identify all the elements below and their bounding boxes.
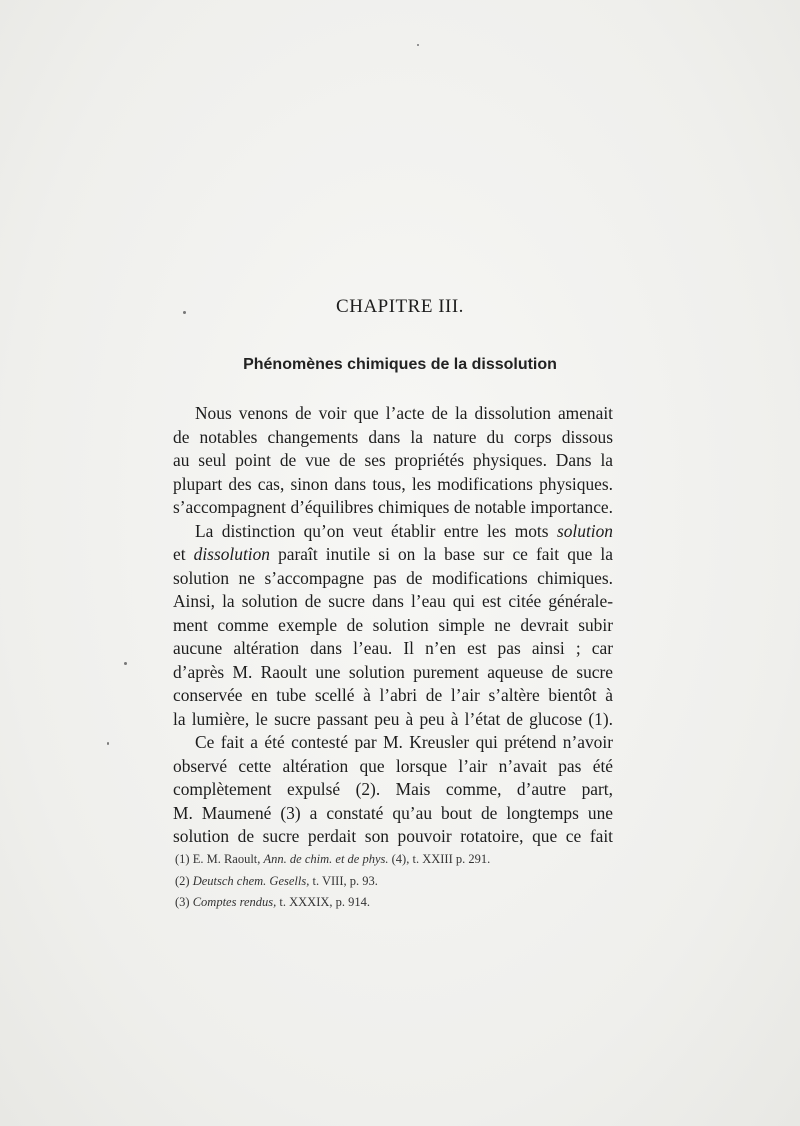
text-line: Ainsi, la solution de sucre dans l’eau qui est citée générale- [173,591,613,611]
text-line: plupart des cas, sinon dans tous, les modifications physiques. [173,473,613,494]
footnote-author: E. M. Raoult, [192,852,261,866]
print-speck [107,742,109,745]
text-line: d’après M. Raoult une solution purement aqueuse de sucre [173,661,613,682]
text-line [173,520,613,544]
body-text [173,402,613,849]
footnote-reference: (4), t. XXIII p. 291. [391,852,491,866]
text-segment: La distinction qu’on veut établir entre les mots [195,520,549,541]
text-line: solution de sucre perdait son pouvoir rotatoire, que ce fait [173,826,613,846]
footnote-3 [175,892,615,914]
text-line: la lumière, le sucre passant peu à peu à l’état de glucose (1). [173,708,613,729]
text-line: au seul point de vue de ses propriétés physiques. Dans la [173,450,613,470]
footnote-title: Ann. de chim. et de phys. [263,852,389,866]
text-line: Nous venons de voir que l’acte de la dissolution amenait [195,403,613,423]
text-line [173,543,613,567]
footnote-title: Comptes rendus, [192,895,277,909]
text-segment: et [173,544,186,564]
print-speck [124,662,127,665]
text-line: solution ne s’accompagne pas de modifications chimiques. [173,567,613,588]
text-line: M. Maumené (3) a constaté qu’au bout de longtemps une [173,802,613,823]
text-line: complètement expulsé (2). Mais comme, d’autre part, [173,779,613,799]
text-line: aucune altération dans l’eau. Il n’en est pas ainsi ; car [173,638,613,658]
section-heading: Phénomènes chimiques de la dissolution [243,356,557,373]
footnote-1 [175,849,615,871]
print-speck [417,44,419,46]
footnote-number: (1) [175,852,190,866]
text-line: ment comme exemple de solution simple ne devrait subir [173,614,613,635]
text-line: observé cette altération que lorsque l’air n’avait pas été [173,755,613,776]
chapter-title: CHAPITRE III. [336,296,464,317]
text-line: s’accompagnent d’équilibres chimiques de notable importance. [173,497,613,517]
footnotes [175,849,615,914]
footnote-title: Deutsch chem. Gesells, [192,873,310,888]
text-segment: paraît inutile si on la base sur ce fait que la [278,544,613,564]
italic-term: dissolution [193,544,270,564]
print-speck [183,311,186,314]
text-line: conservée en tube scellé à l’abri de l’air s’altère bientôt à [173,685,613,705]
text-line: Ce fait a été contesté par M. Kreusler qui prétend n’avoir [195,732,613,752]
footnote-reference: t. XXXIX, p. 914. [279,895,371,909]
text-line: de notables changements dans la nature du corps dissous [173,426,613,447]
footnote-reference: t. VIII, p. 93. [312,873,378,888]
footnote-2 [175,871,615,893]
footnote-number: (3) [175,895,190,909]
footnote-number: (2) [175,873,190,888]
italic-term: solution [556,520,613,541]
